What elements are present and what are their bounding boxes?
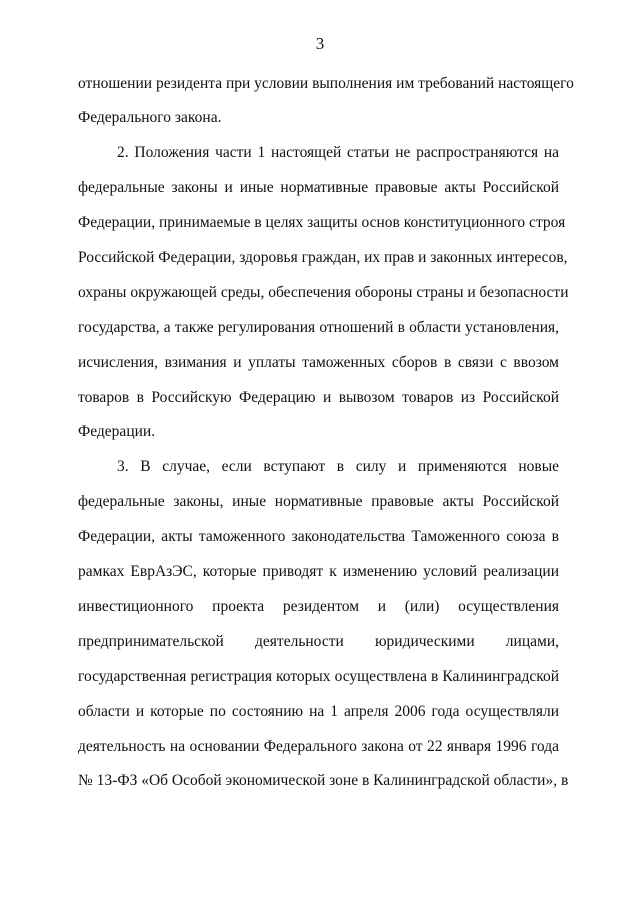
text-line: инвестиционного проекта резидентом и (или) осуществления	[78, 598, 559, 615]
text-line: отношении резидента при условии выполнения им требований настоящего	[78, 75, 574, 92]
text-line: предпринимательской деятельности юридическими лицами,	[78, 633, 559, 650]
text-line: деятельность на основании Федерального закона от 22 января 1996 года	[78, 738, 559, 755]
text-line: федеральные законы и иные нормативные правовые акты Российской	[78, 179, 559, 196]
text-line: 3. В случае, если вступают в силу и применяются новые	[117, 458, 559, 475]
text-line: Федерации, акты таможенного законодательства Таможенного союза в	[78, 528, 559, 545]
text-line: федеральные законы, иные нормативные правовые акты Российской	[78, 493, 559, 510]
text-line: государственная регистрация которых осуществлена в Калининградской	[78, 668, 559, 685]
text-line: Российской Федерации, здоровья граждан, их прав и законных интересов,	[78, 249, 568, 266]
text-line: Федерации, принимаемые в целях защиты основ конституционного строя	[78, 214, 566, 231]
text-line: 2. Положения части 1 настоящей статьи не распространяются на	[117, 144, 559, 161]
text-line: охраны окружающей среды, обеспечения обороны страны и безопасности	[78, 284, 569, 301]
text-line: товаров в Российскую Федерацию и вывозом товаров из Российской	[78, 389, 559, 406]
text-line: исчисления, взимания и уплаты таможенных сборов в связи с ввозом	[78, 354, 559, 371]
text-line: государства, а также регулирования отношений в области установления,	[78, 319, 559, 336]
page-number: 3	[315, 34, 325, 53]
text-line: № 13-ФЗ «Об Особой экономической зоне в Калининградской области», в	[78, 772, 569, 789]
text-line: Федерации.	[78, 423, 156, 440]
text-line: Федерального закона.	[78, 109, 222, 126]
text-line: рамках ЕврАзЭС, которые приводят к изменению условий реализации	[78, 563, 559, 580]
text-line: области и которые по состоянию на 1 апреля 2006 года осуществляли	[78, 703, 559, 720]
